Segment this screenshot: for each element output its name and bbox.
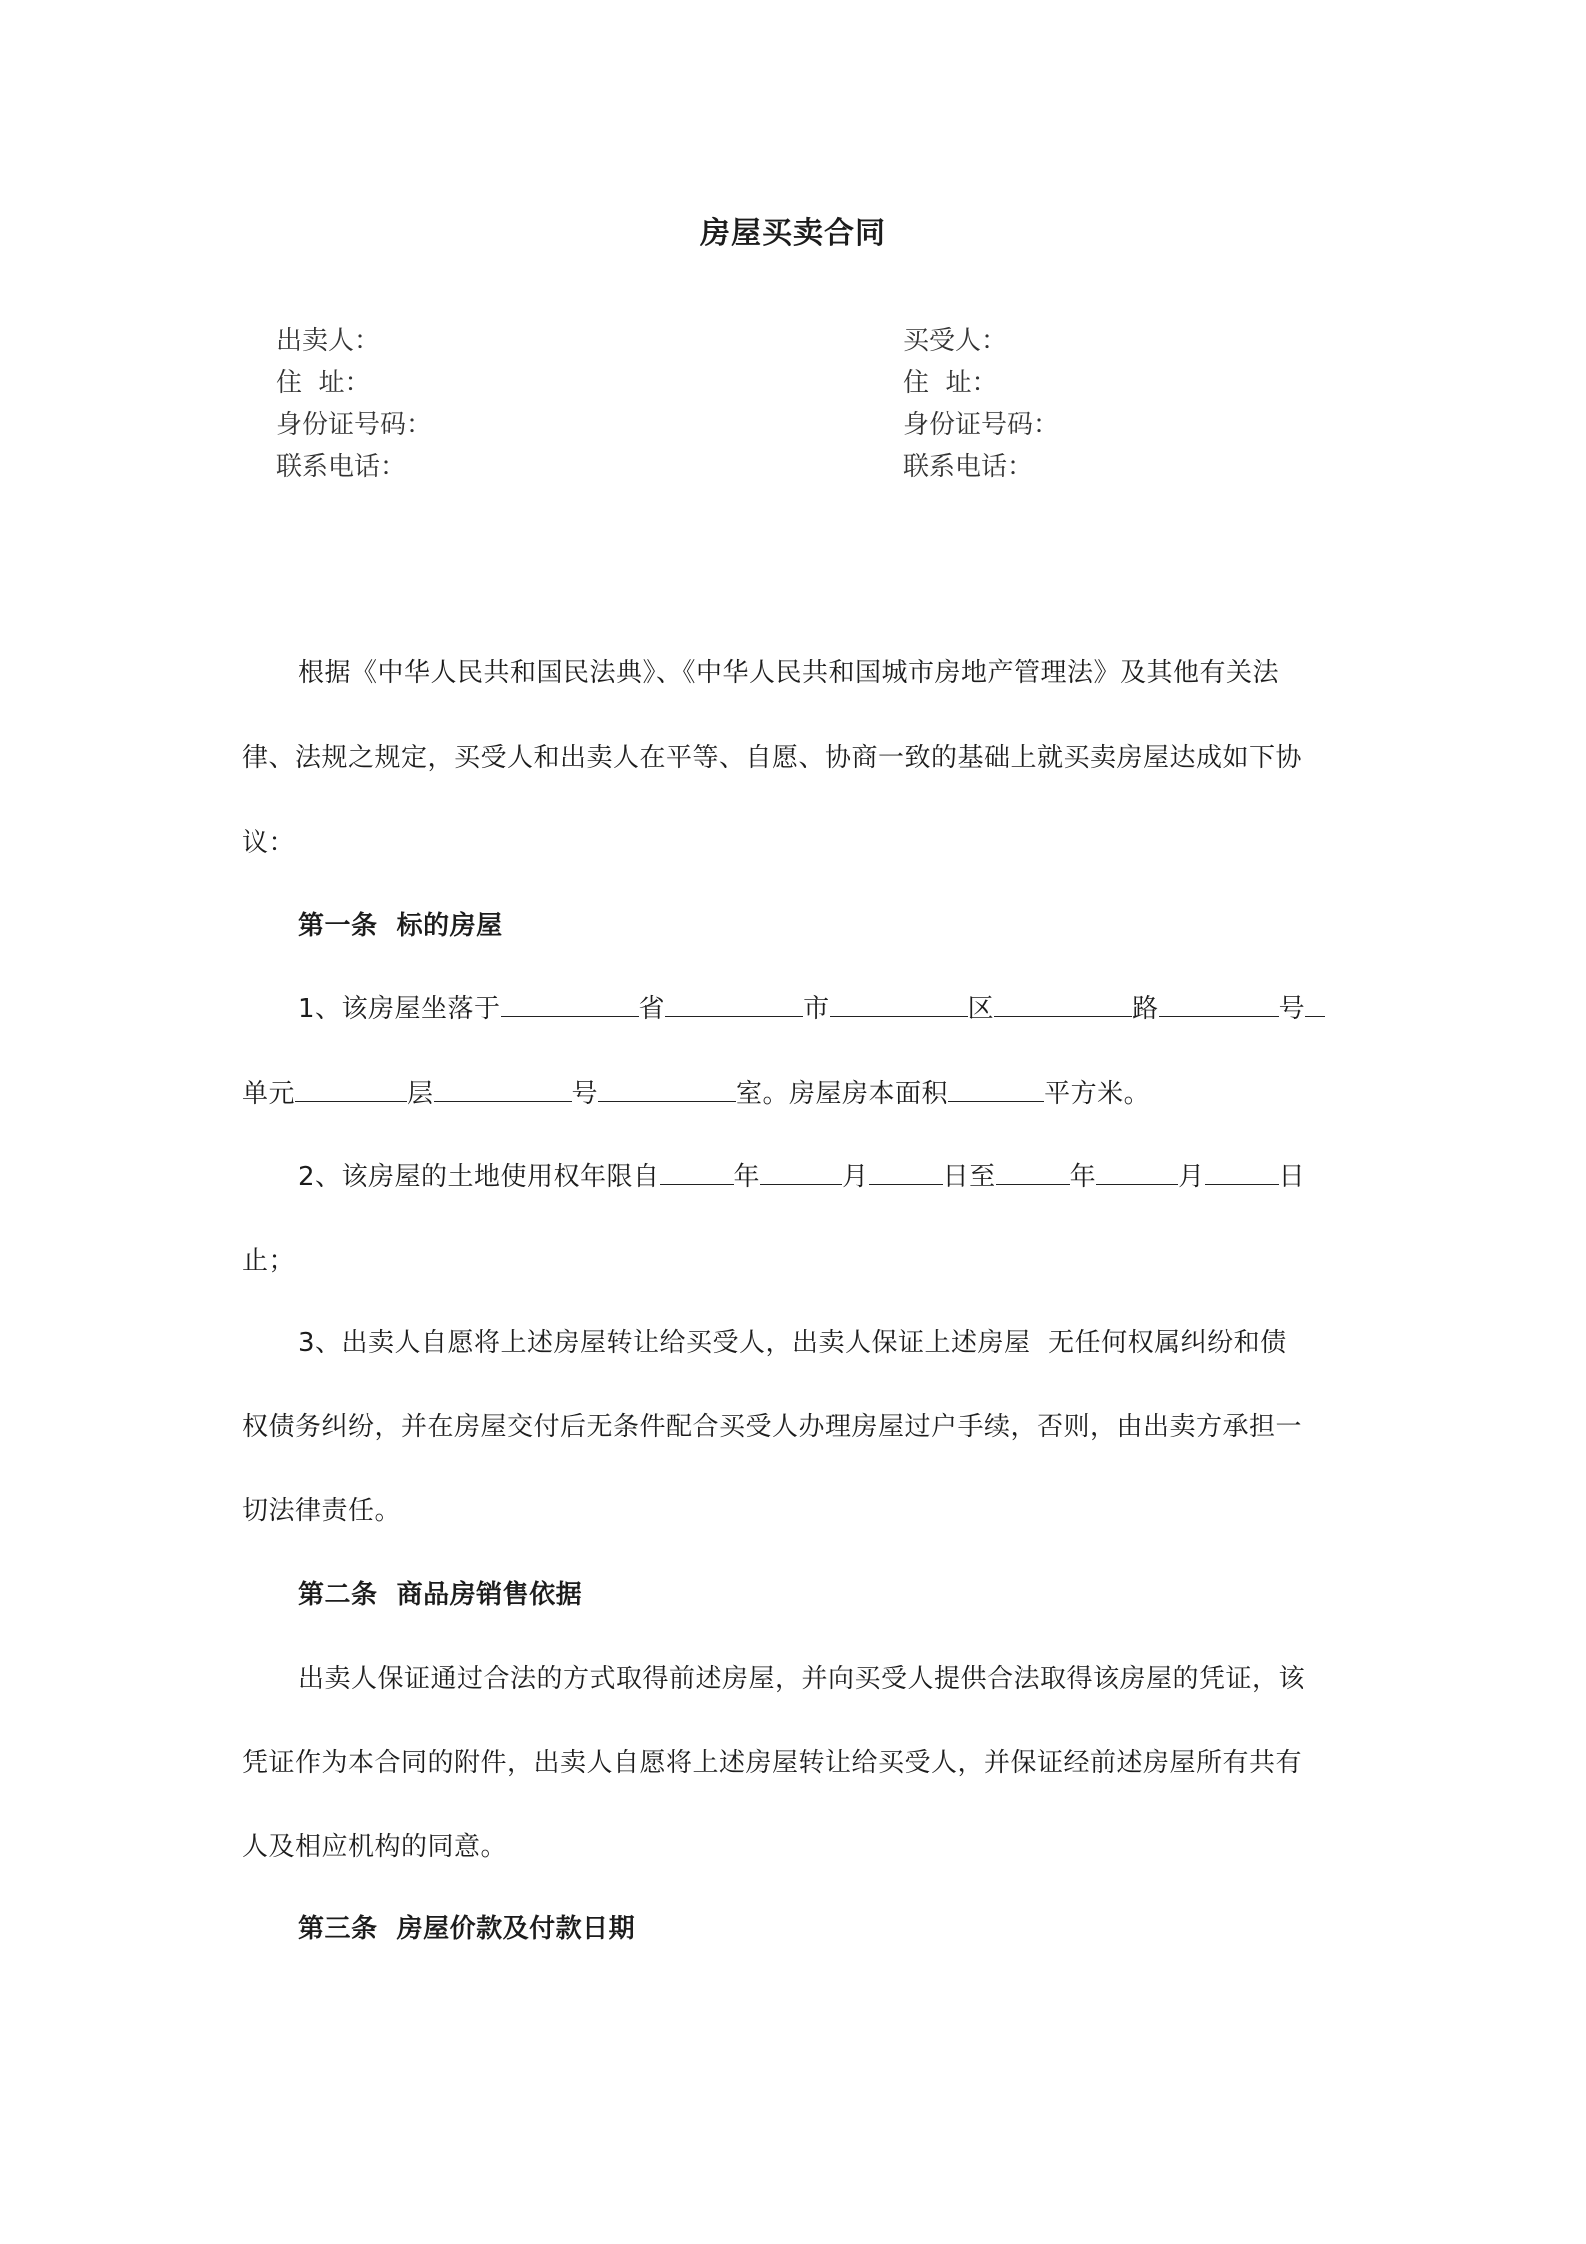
article-2-line-2: 凭证作为本合同的附件，出卖人自愿将上述房屋转让给买受人，并保证经前述房屋所有共有 [242, 1748, 1303, 1778]
buyer-id-label: 身份证号码： [903, 410, 1060, 440]
article-2-line-3: 人及相应机构的同意。 [242, 1832, 508, 1862]
seller-address-label: 住 址： [276, 368, 371, 398]
preamble-line-3: 议： [242, 828, 296, 858]
area-unit: 平方米。 [1044, 1079, 1151, 1109]
room-unit-area-label: 室。房屋房本面积 [736, 1079, 949, 1109]
article-1-item-3-line-2: 权债务纠纷，并在房屋交付后无条件配合买受人办理房屋过户手续，否则，由出卖方承担一 [242, 1412, 1303, 1442]
start-day-unit: 日至 [942, 1162, 996, 1192]
district-blank-b[interactable] [994, 990, 1132, 1017]
article-1-item-2-end: 止； [242, 1246, 296, 1276]
seller-name-label: 出卖人： [276, 326, 381, 356]
preamble-line-1: 根据《中华人民共和国民法典》、《中华人民共和国城市房地产管理法》及其他有关法 [298, 658, 1280, 688]
article-1-item-2-line-1 [298, 1156, 1305, 1193]
article-1-heading: 第一条 标的房屋 [298, 911, 503, 941]
article-3-heading: 第三条 房屋价款及付款日期 [298, 1914, 636, 1944]
start-month-unit: 月 [842, 1162, 869, 1192]
buyer-address-label: 住 址： [903, 368, 998, 398]
start-year-blank[interactable] [660, 1158, 734, 1185]
end-day-unit: 日 [1278, 1162, 1306, 1192]
end-month-blank[interactable] [1096, 1158, 1178, 1185]
end-year-blank[interactable] [996, 1158, 1070, 1185]
road-blank[interactable] [1159, 990, 1279, 1017]
number-blank[interactable] [1305, 990, 1325, 1017]
buyer-name-label: 买受人： [903, 326, 1008, 356]
article-2-line-1: 出卖人保证通过合法的方式取得前述房屋，并向买受人提供合法取得该房屋的凭证，该 [298, 1664, 1306, 1694]
city-unit: 市 [803, 994, 830, 1024]
province-blank[interactable] [501, 990, 639, 1017]
province-unit: 省 [638, 994, 666, 1024]
room-blank[interactable] [598, 1075, 736, 1102]
preamble-line-2: 律、法规之规定，买受人和出卖人在平等、自愿、协商一致的基础上就买卖房屋达成如下协 [242, 743, 1303, 773]
seller-id-label: 身份证号码： [276, 410, 433, 440]
end-year-unit: 年 [1069, 1162, 1097, 1192]
district-blank-a[interactable] [830, 990, 968, 1017]
article-1-item-3-line-3: 切法律责任。 [242, 1496, 402, 1526]
item-2-prefix: 2、该房屋的土地使用权年限自 [298, 1162, 660, 1192]
document-title: 房屋买卖合同 [700, 216, 886, 251]
number-unit: 号 [1278, 994, 1306, 1024]
area-blank[interactable] [948, 1075, 1044, 1102]
district-unit: 区 [967, 994, 995, 1024]
end-month-unit: 月 [1178, 1162, 1205, 1192]
buyer-phone-label: 联系电话： [903, 452, 1034, 482]
seller-phone-label: 联系电话： [276, 452, 407, 482]
floor-unit: 层 [407, 1079, 434, 1109]
house-number-unit: 号 [571, 1079, 599, 1109]
start-year-unit: 年 [733, 1162, 761, 1192]
unit-unit: 单元 [242, 1079, 296, 1109]
start-month-blank[interactable] [760, 1158, 842, 1185]
unit-blank[interactable] [295, 1075, 407, 1102]
article-2-heading: 第二条 商品房销售依据 [298, 1580, 583, 1610]
article-1-item-3-line-1: 3、出卖人自愿将上述房屋转让给买受人，出卖人保证上述房屋 无任何权属纠纷和债 [298, 1328, 1287, 1358]
article-1-item-1-line-1 [298, 988, 1325, 1025]
article-1-item-1-line-2 [242, 1073, 1150, 1110]
city-blank[interactable] [665, 990, 803, 1017]
end-day-blank[interactable] [1205, 1158, 1279, 1185]
floor-blank[interactable] [434, 1075, 572, 1102]
road-unit: 路 [1132, 994, 1159, 1024]
start-day-blank[interactable] [869, 1158, 943, 1185]
item-1-prefix: 1、该房屋坐落于 [298, 994, 501, 1024]
